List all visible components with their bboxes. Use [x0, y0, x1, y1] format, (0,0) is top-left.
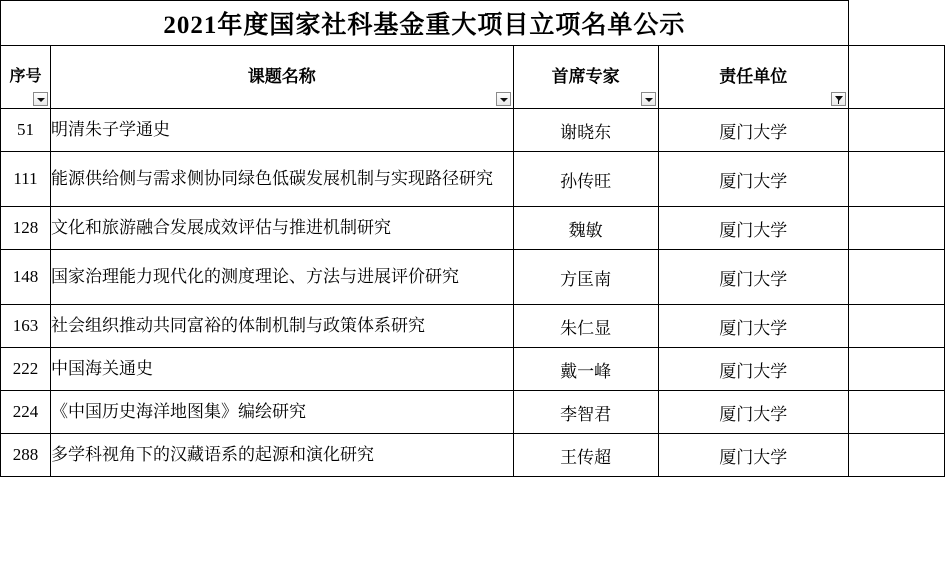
row-expert: 魏敏 — [513, 207, 658, 250]
column-header-title — [51, 46, 513, 109]
row-seq: 224 — [1, 391, 51, 434]
column-header-seq — [1, 46, 51, 109]
row-seq: 148 — [1, 250, 51, 305]
row-expert: 孙传旺 — [513, 152, 658, 207]
row-title: 中国海关通史 — [51, 348, 513, 391]
title-row-spacer — [848, 1, 944, 46]
table-row — [1, 109, 945, 152]
column-header-expert-label: 首席专家 — [551, 67, 620, 87]
table-row — [1, 348, 945, 391]
filter-dropdown-icon-seq[interactable] — [33, 92, 48, 106]
row-unit: 厦门大学 — [658, 152, 848, 207]
row-title: 国家治理能力现代化的测度理论、方法与进展评价研究 — [51, 250, 513, 305]
row-seq: 111 — [1, 152, 51, 207]
row-seq: 288 — [1, 434, 51, 477]
row-extra-cell — [848, 391, 944, 434]
row-title: 《中国历史海洋地图集》编绘研究 — [51, 391, 513, 434]
header-row — [1, 46, 945, 109]
table-row — [1, 434, 945, 477]
row-unit: 厦门大学 — [658, 305, 848, 348]
row-unit: 厦门大学 — [658, 434, 848, 477]
row-extra-cell — [848, 152, 944, 207]
column-header-expert — [513, 46, 658, 109]
row-title: 文化和旅游融合发展成效评估与推进机制研究 — [51, 207, 513, 250]
filter-dropdown-icon-title[interactable] — [496, 92, 511, 106]
table-row — [1, 152, 945, 207]
row-expert: 戴一峰 — [513, 348, 658, 391]
row-seq: 51 — [1, 109, 51, 152]
row-expert: 方匡南 — [513, 250, 658, 305]
filter-active-funnel-icon-unit[interactable] — [831, 92, 846, 106]
row-seq: 128 — [1, 207, 51, 250]
header-row-extra-cell — [848, 46, 944, 109]
row-expert: 王传超 — [513, 434, 658, 477]
row-extra-cell — [848, 250, 944, 305]
row-seq: 163 — [1, 305, 51, 348]
table-row — [1, 207, 945, 250]
page-title: 2021年度国家社科基金重大项目立项名单公示 — [1, 1, 849, 46]
row-unit: 厦门大学 — [658, 207, 848, 250]
column-header-title-label: 课题名称 — [247, 67, 316, 87]
table-row — [1, 250, 945, 305]
row-extra-cell — [848, 434, 944, 477]
row-unit: 厦门大学 — [658, 109, 848, 152]
row-expert: 谢晓东 — [513, 109, 658, 152]
row-extra-cell — [848, 305, 944, 348]
row-extra-cell — [848, 207, 944, 250]
row-expert: 朱仁显 — [513, 305, 658, 348]
title-row — [1, 1, 945, 46]
table-row — [1, 305, 945, 348]
row-unit: 厦门大学 — [658, 348, 848, 391]
row-unit: 厦门大学 — [658, 250, 848, 305]
row-unit: 厦门大学 — [658, 391, 848, 434]
column-header-unit — [658, 46, 848, 109]
filter-dropdown-icon-expert[interactable] — [641, 92, 656, 106]
row-title: 能源供给侧与需求侧协同绿色低碳发展机制与实现路径研究 — [51, 152, 513, 207]
row-title: 社会组织推动共同富裕的体制机制与政策体系研究 — [51, 305, 513, 348]
column-header-seq-label: 序号 — [9, 68, 42, 85]
column-header-unit-label: 责任单位 — [719, 67, 788, 87]
row-expert: 李智君 — [513, 391, 658, 434]
row-title: 明清朱子学通史 — [51, 109, 513, 152]
row-seq: 222 — [1, 348, 51, 391]
row-extra-cell — [848, 109, 944, 152]
row-title: 多学科视角下的汉藏语系的起源和演化研究 — [51, 434, 513, 477]
row-extra-cell — [848, 348, 944, 391]
table-row — [1, 391, 945, 434]
